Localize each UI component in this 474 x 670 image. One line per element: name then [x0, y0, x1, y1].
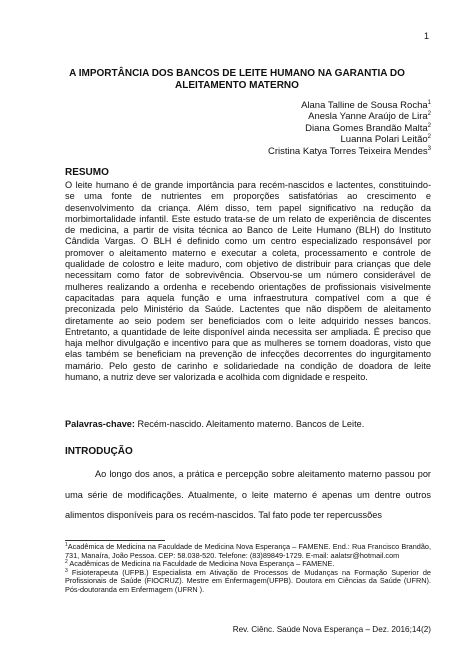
- journal-reference: Rev. Ciênc. Saúde Nova Esperança – Dez. 2016;14(2): [232, 625, 431, 634]
- resumo-heading: RESUMO: [65, 167, 109, 178]
- author-list: [171, 100, 431, 157]
- keywords: [65, 419, 431, 430]
- introducao-text: Ao longo dos anos, a prática e percepção sobre aleitamento materno passou por uma série de modificações. Atualmente, o leite materno é apenas um dentre outros alimentos disponíveis para os recém-nascidos. Tal fato pode ter repercussões: [65, 469, 431, 520]
- introducao-heading: INTRODUÇÃO: [65, 446, 133, 457]
- author: Alana Talline de Sousa Rocha$^1$: [301, 100, 431, 111]
- footnotes: [65, 543, 431, 595]
- author: Cristina Katya Torres Teixeira Mendes$^3$: [268, 145, 431, 157]
- page-number: 1: [423, 31, 429, 41]
- footnote: $^1$Acadêmica de Medicina na Faculdade de Medicina Nova Esperança – FAMENE. End.: Rua Francisco Brandão, 731, Manaíra, João Pessoa. CEP: 58.038-520. Telefone: (83)89849-1729. E-mail: aalatsr@hotmail.com: [65, 542, 431, 560]
- paper-title: A IMPORTÂNCIA DOS BANCOS DE LEITE HUMANO NA GARANTIA DO ALEITAMENTO MATERNO: [69, 68, 405, 91]
- author: Diana Gomes Brandão Malta$^2$: [305, 122, 431, 134]
- footnote: $^3$ Fisioterapeuta (UFPB.) Especialista em Ativação de Processos de Mudanças na Formação Superior de Profissionais de Saúde (FIOCRUZ). Mestre em Enfermagem(UFPB). Doutora em Ciências da Saúde (UFRN). Pós-doutoranda em Enfermagem (UFRN ).: [65, 567, 431, 594]
- author: Luanna Polari Leitão$^2$: [340, 134, 431, 146]
- footnote: $^2$ Acadêmicas de Medicina na Faculdade de Medicina Nova Esperança – FAMENE.: [65, 559, 335, 569]
- abstract-text: O leite humano é de grande importância para recém-nascidos e lactentes, constituindo-se uma fonte de nutrientes em proporções satisfatórias ao crescimento e desenvolvimento da criança. Além disso, tem papel significativo na redução da morbimortalidade infantil. Este estudo trata-se de um relato de experiência de discentes de medicina, a partir de visita técnica ao Banco de Leite Humano (BLH) do Instituto Cândida Vargas. O BLH é definido como um centro especializado responsável por promover o aleitamento materno e executar a coleta, processamento e controle de qualidade de colostro e leite maduro, com objetivo de distribuir para crianças que dele necessitam como fator de sobrevivência. Observou-se um número considerável de mulheres realizando a ordenha e recebendo orientações de profissionais visivelmente capacitadas para aquela função e uma infraestrutura compatível com a que é preconizada pelo Ministério da Saúde. Lactentes que não dispõem de aleitamento diretamente ao seio podem ser beneficiados com o leite adquirido nesses bancos. Entretanto, a quantidade de leite disponível ainda necessita ser ampliada. É preciso que haja melhor divulgação e incentivo para que as mulheres se tornem doadoras, visto que elas também se beneficiam na prevenção de infecções decorrentes do ingurgitamento mamário. Pelo gesto de carinho e solidariedade na condição de doadora de leite humano, a nutriz deve ser valorizada e acolhida com dignidade e respeito.: [65, 180, 431, 383]
- keywords-label: Palavras-chave:: [65, 419, 135, 429]
- keywords-text: Recém-nascido. Aleitamento materno. Bancos de Leite.: [137, 419, 365, 429]
- author: Anesla Yanne Araújo de Lira$^2$: [308, 111, 431, 123]
- footnote-divider: [65, 540, 165, 541]
